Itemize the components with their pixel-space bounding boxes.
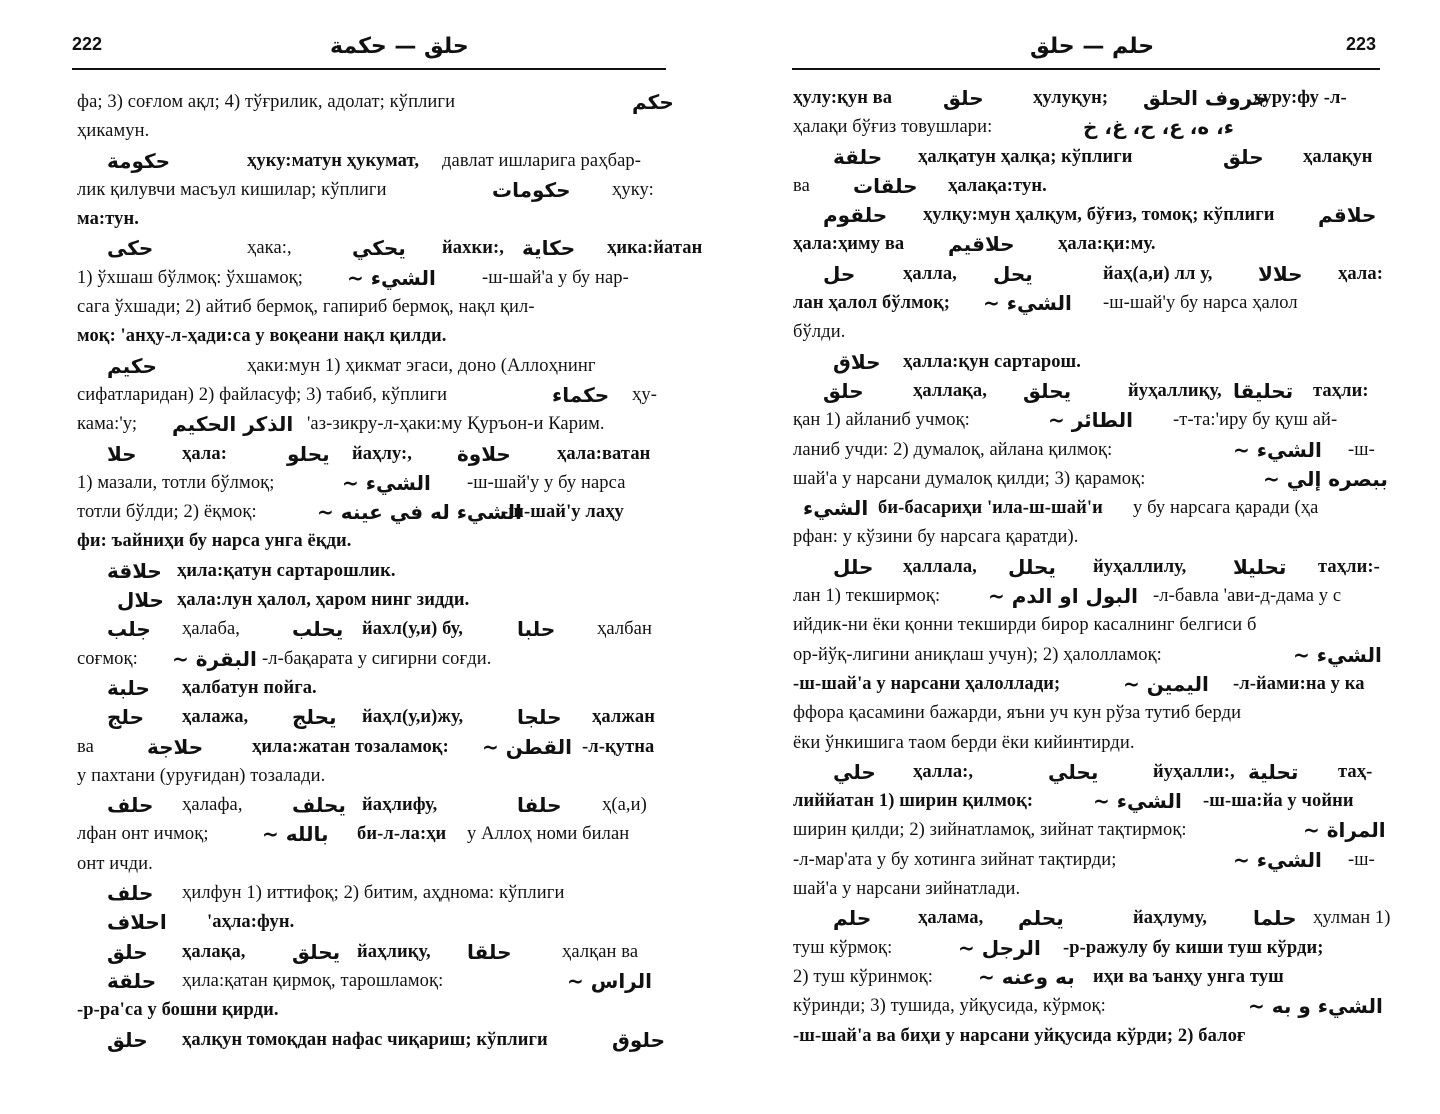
text-segment: ҳалақун xyxy=(1303,146,1373,167)
text-segment: ҳалжан xyxy=(592,707,655,728)
text-line xyxy=(77,645,667,674)
text-line xyxy=(793,553,1383,582)
text-line xyxy=(793,84,1383,113)
text-segment: йуҳаллилу, xyxy=(1093,556,1187,577)
text-segment: давлат ишларига раҳбар- xyxy=(442,150,641,171)
arabic-headword: حلق xyxy=(823,378,864,403)
text-line xyxy=(793,875,1383,904)
text-segment: туш кўрмоқ: xyxy=(793,937,893,958)
arabic-headword: به وعنه ~ xyxy=(978,964,1075,989)
arabic-headword: الطائر ~ xyxy=(1048,408,1134,433)
text-segment: ҳу- xyxy=(632,384,657,405)
arabic-headword: حكم xyxy=(632,90,674,114)
arabic-headword: حلما xyxy=(1253,906,1297,931)
text-line xyxy=(77,176,667,205)
text-segment: -ш- xyxy=(1348,439,1375,460)
text-line xyxy=(793,436,1383,465)
text-segment: -л-мар'ата у бу хотинга зийнат тақтирди; xyxy=(793,849,1117,870)
arabic-headword: الراس ~ xyxy=(567,968,652,993)
text-segment: ҳила:қатан қирмоқ, тарошламоқ: xyxy=(182,970,444,991)
arabic-headword: يحكي xyxy=(352,236,406,261)
text-segment: таҳли:- xyxy=(1318,556,1380,577)
text-line xyxy=(793,729,1383,758)
text-segment: -ш- xyxy=(1348,849,1375,870)
text-segment: ҳала:ватан xyxy=(557,443,651,464)
text-line xyxy=(793,113,1383,142)
arabic-headword: حكومات xyxy=(492,177,571,202)
arabic-headword: حلل xyxy=(833,554,874,579)
text-line xyxy=(793,963,1383,992)
text-segment: кама:'у; xyxy=(77,414,138,435)
text-line xyxy=(793,230,1383,259)
text-segment: 1) мазали, тотли бўлмоқ; xyxy=(77,472,275,493)
text-line xyxy=(77,410,667,439)
text-line xyxy=(793,348,1383,377)
arabic-headword: الشيء ~ xyxy=(347,265,436,290)
text-line xyxy=(77,586,667,615)
arabic-headword: حلقوم xyxy=(823,203,888,228)
page-number: 223 xyxy=(1346,34,1377,54)
text-segment: ҳалақи бўғиз товушлари: xyxy=(793,117,993,138)
text-segment: ҳалама, xyxy=(918,908,984,929)
text-segment: бўлди. xyxy=(793,322,846,343)
text-line xyxy=(77,205,667,234)
arabic-headword: يحلل xyxy=(1008,554,1056,579)
arabic-headword: حلاق xyxy=(833,349,881,374)
text-line xyxy=(77,879,667,908)
text-segment: онт ичди. xyxy=(77,853,153,874)
text-line xyxy=(793,494,1383,523)
text-segment: ор-йўқ-лигини аниқлаш учун); 2) ҳалолламоқ: xyxy=(793,644,1162,665)
text-line xyxy=(793,260,1383,289)
text-segment: ҳака:, xyxy=(247,238,292,259)
arabic-headword: البقرة ~ xyxy=(172,646,257,671)
text-segment: кўринди; 3) тушида, уйқусида, кўрмоқ: xyxy=(793,996,1106,1017)
text-segment: йаҳлуму, xyxy=(1133,908,1207,929)
text-segment: йаҳлифу, xyxy=(362,795,438,816)
text-segment: рфан: у кўзини бу нарсага қаратди). xyxy=(793,527,1079,548)
text-line xyxy=(793,377,1383,406)
arabic-headword: حلاجة xyxy=(147,734,204,759)
arabic-headword: حلوق xyxy=(612,1027,665,1052)
text-line xyxy=(793,582,1383,611)
arabic-headword: بالله ~ xyxy=(262,822,329,847)
text-line xyxy=(77,147,667,176)
text-segment: йахки:, xyxy=(442,238,504,259)
text-segment: ҳикамун. xyxy=(77,121,150,142)
text-line xyxy=(77,615,667,644)
arabic-headword: حلقة xyxy=(107,968,157,993)
arabic-headword: حلفا xyxy=(517,793,562,818)
text-segment: ҳилфун 1) иттифоқ; 2) битим, аҳднома: кўплиги xyxy=(182,883,565,904)
text-segment: ҳала: xyxy=(182,443,227,464)
arabic-headword: الشيء ~ xyxy=(983,291,1072,316)
text-segment: -л-бавла 'ави-д-дама у с xyxy=(1153,586,1342,607)
running-head: حلم — حلق xyxy=(1030,34,1155,59)
arabic-headword: يحلب xyxy=(292,617,344,642)
text-segment: -л-қутна xyxy=(582,736,655,757)
text-segment: -ш-шай'у лаҳу xyxy=(502,502,624,523)
text-segment: йаҳ(а,и) лл у, xyxy=(1103,263,1213,284)
arabic-headword: يحل xyxy=(993,261,1033,286)
arabic-headword: يحلف xyxy=(292,793,346,818)
text-line xyxy=(793,172,1383,201)
text-segment: ҳулман 1) xyxy=(1313,908,1391,929)
arabic-headword: الشيء له في عينه ~ xyxy=(317,500,522,525)
text-line xyxy=(793,787,1383,816)
arabic-headword: حروف الحلق xyxy=(1143,86,1268,110)
text-segment: ҳалақа, xyxy=(182,941,246,962)
right-page xyxy=(720,0,1440,1114)
text-segment: ҳалла:қун сартарош. xyxy=(903,351,1082,372)
text-segment: лан ҳалол бўлмоқ; xyxy=(793,293,950,314)
text-segment: фа; 3) соғлом ақл; 4) тўғрилик, адолат; кўплиги xyxy=(77,92,456,112)
text-segment: -ш-шай'у бу нарса ҳалол xyxy=(1103,293,1298,314)
text-line xyxy=(77,264,667,293)
arabic-headword: الشيء و به ~ xyxy=(1248,994,1383,1019)
text-line xyxy=(77,381,667,410)
text-segment: қан 1) айланиб учмоқ: xyxy=(793,410,970,431)
text-segment: ҳуку: xyxy=(612,179,654,200)
arabic-headword: حلي xyxy=(833,759,876,784)
arabic-headword: حل xyxy=(823,261,856,286)
arabic-headword: حلقا xyxy=(467,939,512,964)
arabic-headword: حلق xyxy=(1223,144,1264,169)
text-line xyxy=(793,1022,1383,1051)
text-segment: 'аз-зикру-л-ҳаки:му Қуръон-и Карим. xyxy=(307,414,605,435)
arabic-headword: حلا xyxy=(107,441,137,466)
arabic-headword: حلالا xyxy=(1258,261,1303,286)
text-line xyxy=(793,143,1383,172)
arabic-headword: حكماء xyxy=(552,382,610,407)
arabic-headword: يحلق xyxy=(292,939,341,964)
text-line xyxy=(77,938,667,967)
text-line xyxy=(793,318,1383,347)
text-line xyxy=(77,557,667,586)
text-segment: ҳала:қи:му. xyxy=(1058,234,1156,255)
arabic-headword: جلب xyxy=(107,617,151,642)
text-segment: ҳала:лун ҳалол, ҳаром нинг зидди. xyxy=(177,590,470,611)
text-segment: -т-та:'иру бу қуш ай- xyxy=(1173,410,1338,431)
text-line xyxy=(77,733,667,762)
arabic-headword: البول او الدم ~ xyxy=(988,584,1138,609)
arabic-headword: الشيء ~ xyxy=(342,470,431,495)
text-segment: ҳалқун томоқдан нафас чиқариш; кўплиги xyxy=(182,1029,548,1050)
arabic-headword: حلق xyxy=(107,1027,148,1052)
text-segment: 'аҳла:фун. xyxy=(207,912,295,933)
text-segment: ҳулу:қун ва xyxy=(793,88,893,108)
arabic-headword: حلف xyxy=(107,793,154,818)
text-line xyxy=(793,816,1386,845)
arabic-headword: يحلم xyxy=(1018,906,1064,931)
text-segment: йаҳлу:, xyxy=(352,443,413,464)
text-line xyxy=(793,641,1383,670)
arabic-headword: حلقات xyxy=(853,173,918,198)
text-segment: ҳалақа:тун. xyxy=(948,175,1047,196)
header-rule xyxy=(792,68,1380,70)
text-segment: ҳулқу:мун ҳалқум, бўғиз, томоқ; кўплиги xyxy=(923,205,1275,226)
arabic-headword: حلقة xyxy=(833,144,883,169)
text-segment: ҳаллақа, xyxy=(913,380,988,401)
text-line xyxy=(793,611,1383,640)
text-segment: ҳуку:матун ҳукумат, xyxy=(247,150,420,171)
text-segment: у бу нарсага қаради (ҳа xyxy=(1133,498,1319,519)
arabic-headword: حلج xyxy=(107,705,144,730)
arabic-headword: يحلق xyxy=(1023,378,1072,403)
arabic-headword: القطن ~ xyxy=(482,734,572,759)
text-line xyxy=(77,967,667,996)
arabic-headword: تحليلا xyxy=(1233,554,1287,579)
text-segment: моқ: 'анҳу-л-ҳади:са у воқеани нақл қилди. xyxy=(77,326,447,347)
text-segment: шай'а у нарсани зийнатлади. xyxy=(793,879,1021,900)
text-segment: ҳала:ҳиму ва xyxy=(793,234,905,255)
text-segment: лик қилувчи масъул кишилар; кўплиги xyxy=(77,179,387,200)
arabic-headword: المراة ~ xyxy=(1303,818,1386,843)
text-segment: йуҳалли:, xyxy=(1153,761,1235,782)
text-segment: йахл(у,и) бу, xyxy=(362,619,464,640)
text-segment: ҳалажа, xyxy=(182,707,249,728)
text-line xyxy=(793,465,1388,494)
arabic-headword: حلاقة xyxy=(107,558,162,583)
text-segment: ҳалбатун пойга. xyxy=(182,677,317,698)
text-line xyxy=(77,908,667,937)
arabic-headword: حكاية xyxy=(522,236,576,261)
arabic-headword: حلق xyxy=(107,939,148,964)
text-segment: -ш-ша:йа у чойни xyxy=(1203,791,1354,812)
arabic-headword: تحليقا xyxy=(1233,378,1294,403)
text-segment: -л-йами:на у ка xyxy=(1233,673,1365,694)
text-line xyxy=(793,201,1383,230)
text-segment: ҳалбан xyxy=(597,619,652,640)
text-segment: ҳалқатун ҳалқа; кўплиги xyxy=(918,146,1133,167)
text-line xyxy=(77,527,667,556)
text-segment: таҳ- xyxy=(1338,761,1373,782)
text-segment: ма:тун. xyxy=(77,209,139,230)
text-segment: ҳаки:мун 1) ҳикмат эгаси, доно (Аллоҳнинг xyxy=(247,355,596,376)
arabic-headword: يحلو xyxy=(287,441,330,466)
arabic-headword: حلاقم xyxy=(1318,203,1377,228)
text-segment: шай'а у нарсани думалоқ қилди; 3) қарамоқ: xyxy=(793,468,1146,489)
text-segment: 2) туш кўринмоқ: xyxy=(793,966,933,987)
text-line xyxy=(793,846,1383,875)
text-segment: -л-бақарата у сигирни соғди. xyxy=(262,648,492,669)
arabic-headword: ببصره إلي ~ xyxy=(1263,466,1388,491)
text-line xyxy=(793,523,1383,552)
running-head: حلق — حكمة xyxy=(330,34,469,59)
text-line xyxy=(77,322,667,351)
text-segment: у пахтани (уруғидан) тозалади. xyxy=(77,765,326,786)
arabic-headword: احلاف xyxy=(107,910,167,935)
text-segment: ширин қилди; 2) зийнатламоқ, зийнат тақтирмоқ: xyxy=(793,820,1187,841)
text-segment: ийдик-ни ёки қонни текширди бирор касалнинг белгиси б xyxy=(793,615,1257,636)
text-segment: ҳаллала, xyxy=(903,556,977,577)
arabic-headword: حكومة xyxy=(107,148,171,173)
arabic-headword: تحلية xyxy=(1248,759,1299,784)
text-line xyxy=(793,904,1391,933)
text-segment: ҳалла, xyxy=(903,263,957,284)
text-line xyxy=(793,289,1383,318)
text-segment: ёки ўнкишига таом берди ёки кийинтирди. xyxy=(793,732,1135,753)
text-line xyxy=(77,820,667,849)
text-line xyxy=(77,498,667,527)
header-rule xyxy=(72,68,666,70)
page-number: 222 xyxy=(72,34,103,54)
dictionary-text xyxy=(77,88,703,1055)
text-line xyxy=(77,88,674,117)
text-segment: ҳуру:фу -л- xyxy=(1253,88,1347,108)
text-segment: ланиб учди: 2) думалоқ, айлана қилмоқ: xyxy=(793,439,1113,460)
text-line xyxy=(77,117,667,146)
text-segment: иҳи ва ъанҳу унга туш xyxy=(1093,966,1284,987)
text-segment: ҳалафа, xyxy=(182,795,243,816)
text-line xyxy=(77,234,703,263)
arabic-headword: حلاقيم xyxy=(948,232,1015,257)
text-line xyxy=(77,352,667,381)
text-segment: ва xyxy=(793,175,810,196)
arabic-headword: حلم xyxy=(833,906,872,931)
text-segment: сага ўхшади; 2) айтиб бермоқ, гапириб бермоқ, нақл қил- xyxy=(77,297,535,318)
arabic-headword: حلبا xyxy=(517,617,556,642)
text-line xyxy=(77,440,667,469)
arabic-headword: حلال xyxy=(117,588,164,613)
text-segment: ҳалқан ва xyxy=(562,941,639,962)
text-segment: ҳала: xyxy=(1338,263,1383,284)
text-line xyxy=(77,703,667,732)
text-line xyxy=(77,850,667,879)
text-line xyxy=(793,758,1383,787)
text-segment: ҳика:йатан xyxy=(607,238,703,259)
text-segment: сифатларидан) 2) файласуф; 3) табиб, кўплиги xyxy=(77,384,448,405)
arabic-headword: يحلج xyxy=(292,705,337,730)
text-segment: лан 1) текширмоқ: xyxy=(793,586,941,607)
text-segment: ҳила:қатун сартарошлик. xyxy=(177,560,396,581)
text-segment: лиййатан 1) ширин қилмоқ: xyxy=(793,791,1034,812)
text-segment: ҳила:жатан тозаламоқ: xyxy=(252,736,449,757)
text-line xyxy=(77,996,667,1025)
text-segment: ҳулуқун; xyxy=(1033,88,1109,108)
text-segment: ҳ(а,и) xyxy=(602,795,647,816)
text-line xyxy=(77,791,667,820)
arabic-headword: يحلي xyxy=(1048,759,1099,784)
text-segment: ҳалла:, xyxy=(913,761,974,782)
text-line xyxy=(77,469,667,498)
text-line xyxy=(77,762,667,791)
text-segment: таҳли: xyxy=(1313,380,1369,401)
text-line xyxy=(77,1026,667,1055)
text-segment: -р-ра'са у бошни қирди. xyxy=(77,1000,279,1021)
text-segment: йуҳаллиқу, xyxy=(1128,380,1222,401)
arabic-headword: حكى xyxy=(107,236,154,261)
arabic-headword: الشيء ~ xyxy=(1233,847,1322,872)
text-segment: -ш-шай'а у нарсани ҳалоллади; xyxy=(793,673,1061,694)
text-segment: -ш-шай'у у бу нарса xyxy=(467,472,626,493)
text-segment: лфан онт ичмоқ; xyxy=(77,824,209,845)
arabic-headword: حكيم xyxy=(107,353,157,378)
arabic-headword: ء، ه، ع، ح، غ، خ xyxy=(1083,115,1234,140)
text-segment: 1) ўхшаш бўлмоқ: ўхшамоқ; xyxy=(77,267,304,288)
arabic-headword: الرجل ~ xyxy=(958,935,1041,960)
text-line xyxy=(793,992,1383,1021)
arabic-headword: الذكر الحكيم xyxy=(172,412,294,437)
arabic-headword: حلبة xyxy=(107,675,150,700)
text-segment: би-басариҳи 'ила-ш-шай'и xyxy=(878,498,1103,519)
arabic-headword: حلاوة xyxy=(457,441,511,466)
text-segment: -ш-шай'а ва биҳи у нарсани уйқусида кўрди; 2) балоғ xyxy=(793,1025,1246,1046)
arabic-headword: حلق xyxy=(943,86,984,110)
text-segment: ҳалаба, xyxy=(182,619,241,640)
text-segment: -р-ражулу бу киши туш кўрди; xyxy=(1063,937,1324,958)
text-segment: йаҳлиқу, xyxy=(357,941,431,962)
dictionary-text xyxy=(793,84,1391,1051)
arabic-headword: اليمين ~ xyxy=(1123,671,1209,696)
text-line xyxy=(77,293,667,322)
arabic-headword: الشيء ~ xyxy=(1293,642,1382,667)
text-segment: йаҳл(у,и)жу, xyxy=(362,707,464,728)
text-line xyxy=(793,670,1383,699)
text-segment: соғмоқ: xyxy=(77,648,138,669)
text-line xyxy=(793,406,1383,435)
arabic-headword: الشيء ~ xyxy=(1233,437,1322,462)
text-segment: у Аллоҳ номи билан xyxy=(467,824,630,845)
text-segment: ва xyxy=(77,736,94,757)
arabic-headword: الشيء xyxy=(803,496,869,521)
text-line xyxy=(793,699,1383,728)
text-segment: фи: ъайниҳи бу нарса унга ёқди. xyxy=(77,531,352,552)
arabic-headword: حلجا xyxy=(517,705,562,730)
text-segment: тотли бўлди; 2) ёқмоқ: xyxy=(77,502,257,523)
text-segment: би-л-ла:ҳи xyxy=(357,824,447,845)
text-line xyxy=(77,674,667,703)
text-line xyxy=(793,934,1383,963)
text-segment: ффора қасамини бажарди, яъни уч кун рўза тутиб берди xyxy=(793,703,1242,724)
text-segment: -ш-шай'а у бу нар- xyxy=(482,267,629,288)
arabic-headword: حلف xyxy=(107,881,154,906)
arabic-headword: الشيء ~ xyxy=(1093,789,1182,814)
